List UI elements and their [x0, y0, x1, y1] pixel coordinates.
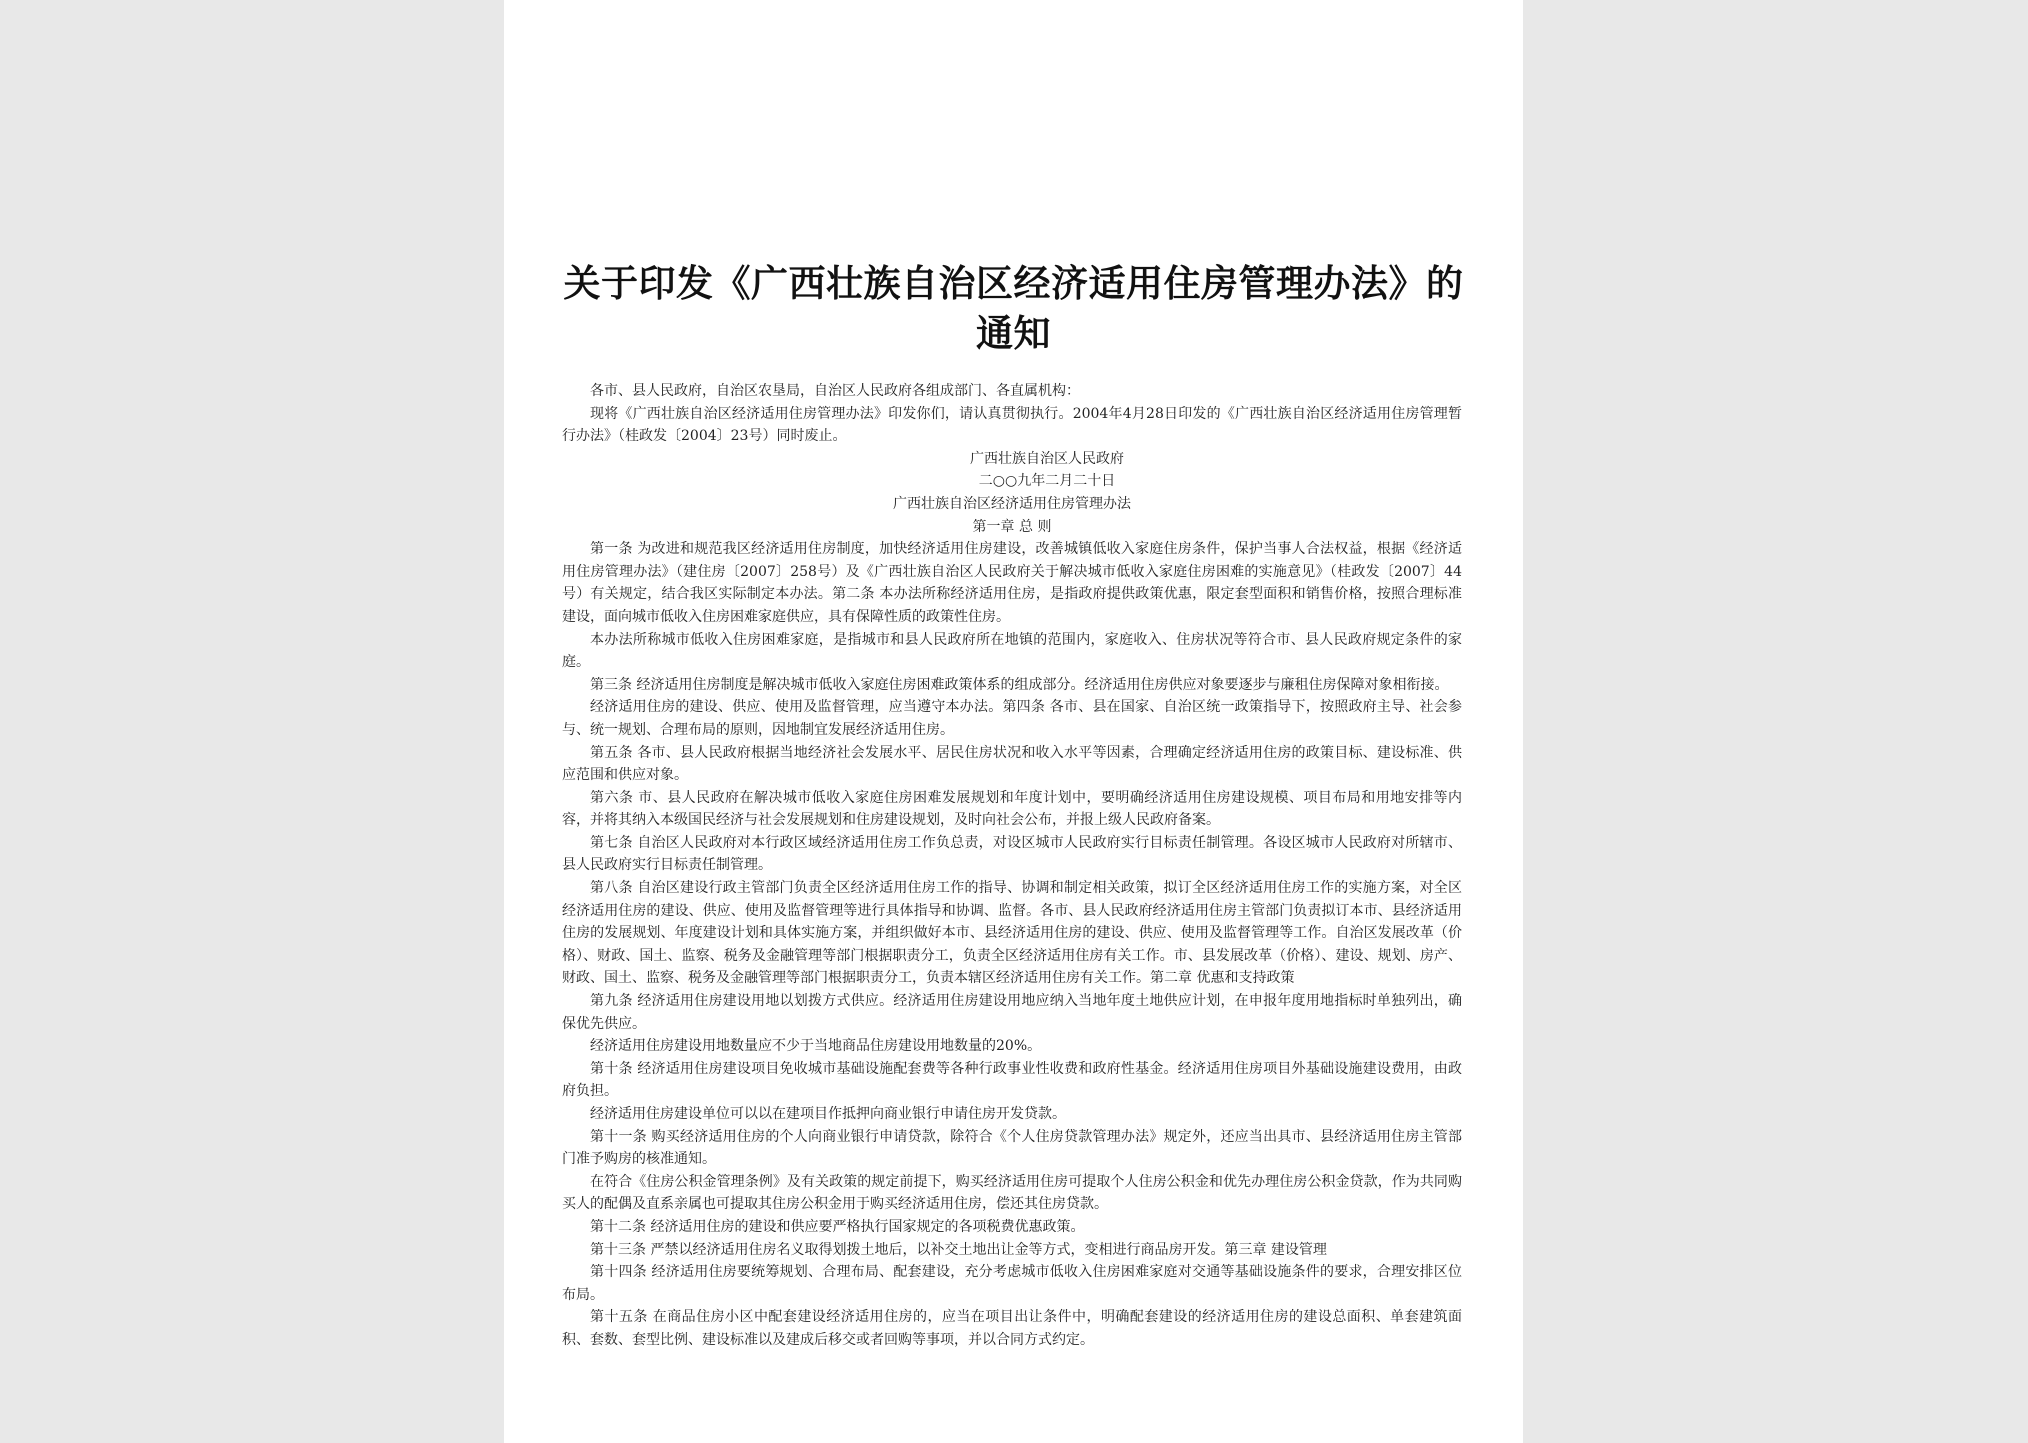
article-paragraph: 本办法所称城市低收入住房困难家庭，是指城市和县人民政府所在地镇的范围内，家庭收入、住房状况等符合市、县人民政府规定条件的家庭。	[562, 631, 1462, 671]
article-paragraph: 第十四条 经济适用住房要统筹规划、合理布局、配套建设，充分考虑城市低收入住房困难家庭对交通等基础设施条件的要求，合理安排区位布局。	[562, 1264, 1462, 1303]
article-list	[562, 538, 1462, 1351]
article-paragraph: 第十二条 经济适用住房的建设和供应要严格执行国家规定的各项税费优惠政策。	[590, 1218, 1085, 1235]
title-line-2: 通知	[976, 311, 1051, 355]
intro-paragraph: 现将《广西壮族自治区经济适用住房管理办法》印发你们，请认真贯彻执行。2004年4月28日印发的《广西壮族自治区经济适用住房管理暂行办法》（桂政发〔2004〕23号）同时废止。	[562, 405, 1462, 445]
article-paragraph: 第十一条 购买经济适用住房的个人向商业银行申请贷款，除符合《个人住房贷款管理办法》规定外，还应当出具市、县经济适用住房主管部门准予购房的核准通知。	[562, 1128, 1462, 1168]
article-paragraph: 经济适用住房的建设、供应、使用及监督管理，应当遵守本办法。第四条 各市、县在国家、自治区统一政策指导下，按照政府主导、社会参与、统一规划、合理布局的原则，因地制宜发展经济适用住房。	[562, 699, 1462, 738]
article-paragraph: 第六条 市、县人民政府在解决城市低收入家庭住房困难发展规划和年度计划中，要明确经济适用住房建设规模、项目布局和用地安排等内容，并将其纳入本级国民经济与社会发展规划和住房建设规划，及时向社会公布，并报上级人民政府备案。	[562, 789, 1462, 829]
article-paragraph: 经济适用住房建设单位可以以在建项目作抵押向商业银行申请住房开发贷款。	[590, 1106, 1066, 1122]
article-paragraph: 经济适用住房建设用地数量应不少于当地商品住房建设用地数量的20%。	[590, 1038, 1042, 1055]
measures-title: 广西壮族自治区经济适用住房管理办法	[893, 495, 1131, 512]
chapter-heading: 第一章 总 则	[972, 518, 1052, 535]
document-title	[554, 258, 1473, 358]
article-paragraph: 第十条 经济适用住房建设项目免收城市基础设施配套费等各种行政事业性收费和政府性基金。经济适用住房项目外基础设施建设费用，由政府负担。	[562, 1060, 1462, 1100]
article-paragraph: 第七条 自治区人民政府对本行政区域经济适用住房工作负总责，对设区城市人民政府实行目标责任制管理。各设区城市人民政府对所辖市、县人民政府实行目标责任制管理。	[562, 834, 1462, 874]
article-paragraph: 第一条 为改进和规范我区经济适用住房制度，加快经济适用住房建设，改善城镇低收入家庭住房条件，保护当事人合法权益，根据《经济适用住房管理办法》（建住房〔2007〕258号）及《广西壮族自治区人民政府关于解决城市低收入家庭住房困难的实施意见》（桂政发〔2007〕44号）有关规定，结合我区实际制定本办法。第二条 本办法所称经济适用住房，是指政府提供政策优惠，限定套型面积和销售价格，按照合理标准建设，面向城市低收入住房困难家庭供应，具有保障性质的政策性住房。	[562, 541, 1462, 625]
article-paragraph: 第十三条 严禁以经济适用住房名义取得划拨土地后，以补交土地出让金等方式，变相进行商品房开发。第三章 建设管理	[590, 1241, 1327, 1258]
document-page	[504, 0, 1523, 1443]
article-paragraph: 在符合《住房公积金管理条例》及有关政策的规定前提下，购买经济适用住房可提取个人住房公积金和优先办理住房公积金贷款，作为共同购买人的配偶及直系亲属也可提取其住房公积金用于购买经济适用住房，偿还其住房贷款。	[562, 1173, 1462, 1213]
article-paragraph: 第三条 经济适用住房制度是解决城市低收入家庭住房困难政策体系的组成部分。经济适用住房供应对象要逐步与廉租住房保障对象相衔接。	[590, 676, 1449, 693]
article-paragraph: 第五条 各市、县人民政府根据当地经济社会发展水平、居民住房状况和收入水平等因素，合理确定经济适用住房的政策目标、建设标准、供应范围和供应对象。	[562, 744, 1462, 784]
article-paragraph: 第十五条 在商品住房小区中配套建设经济适用住房的，应当在项目出让条件中，明确配套建设的经济适用住房的建设总面积、单套建筑面积、套数、套型比例、建设标准以及建成后移交或者回购等事项，并以合同方式约定。	[562, 1309, 1462, 1348]
document-body	[562, 380, 1462, 1352]
addressee: 各市、县人民政府，自治区农垦局，自治区人民政府各组成部门、各直属机构：	[590, 383, 1080, 399]
article-paragraph: 第八条 自治区建设行政主管部门负责全区经济适用住房工作的指导、协调和制定相关政策，拟订全区经济适用住房工作的实施方案，对全区经济适用住房的建设、供应、使用及监督管理等进行具体指导和协调、监督。各市、县人民政府经济适用住房主管部门负责拟订本市、县经济适用住房的发展规划、年度建设计划和具体实施方案，并组织做好本市、县经济适用住房的建设、供应、使用及监督管理等工作。自治区发展改革（价格）、财政、国土、监察、税务及金融管理等部门根据职责分工，负责全区经济适用住房有关工作。市、县发展改革（价格）、建设、规划、房产、财政、国土、监察、税务及金融管理等部门根据职责分工，负责本辖区经济适用住房有关工作。第二章 优惠和支持政策	[562, 880, 1462, 987]
issuer: 广西壮族自治区人民政府	[970, 450, 1124, 467]
title-line-1: 关于印发《广西壮族自治区经济适用住房管理办法》的	[563, 261, 1464, 305]
article-paragraph: 第九条 经济适用住房建设用地以划拨方式供应。经济适用住房建设用地应纳入当地年度土地供应计划，在申报年度用地指标时单独列出，确保优先供应。	[562, 993, 1462, 1032]
issue-date: 二○○九年二月二十日	[978, 473, 1116, 490]
